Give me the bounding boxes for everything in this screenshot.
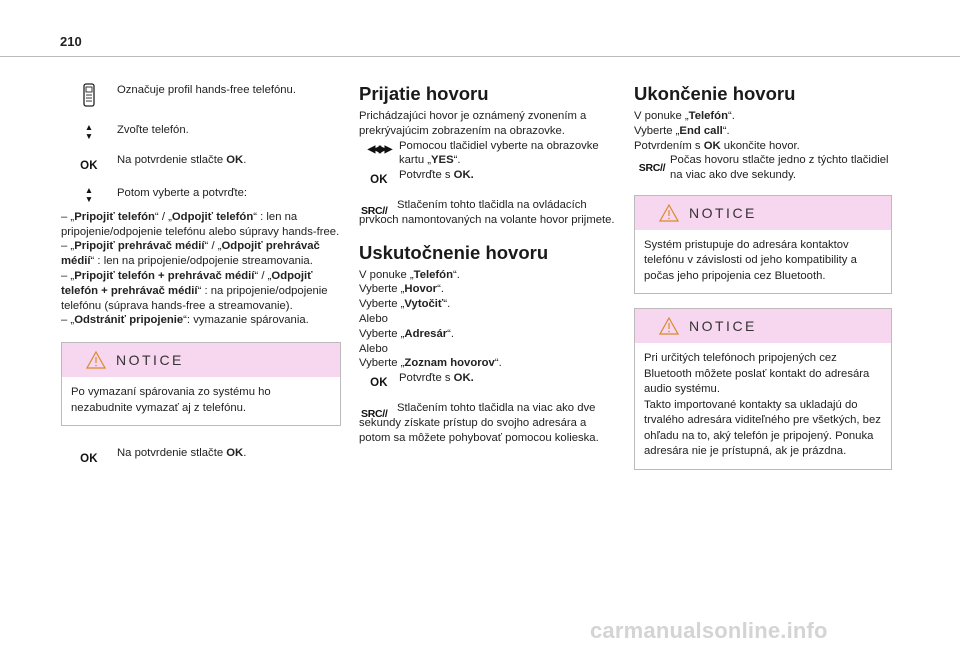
ok-button-icon: OK <box>370 377 388 390</box>
end-call-heading: Ukončenie hovoru <box>634 83 796 104</box>
up-down-arrows-icon: ▲ ▼ <box>84 184 94 204</box>
steering-answer-block <box>359 198 619 228</box>
receive-call-heading: Prijatie hovoru <box>359 83 489 104</box>
select-phone-row <box>61 123 341 141</box>
notice-header <box>62 343 340 377</box>
confirm-yes-row <box>359 168 619 188</box>
notice-body: Pri určitých telefónoch pripojených cez Bluetooth môžete poslať kontakt do adresára audio systému. Takto importované kontakty sa ukladajú do trvalého adresára viditeľného pre všetkých, bez ohľadu na to, aký telefón je pripojený. Ponuka adresára nie je prístupná, ak je prázdna. <box>644 352 881 458</box>
option-connect-phone-media: – „Pripojiť telefón + prehrávač médií“ / „Odpojiť telefón + prehrávač médií“ : na pripojenie/odpojenie telefónu (súprava hands-free a streamovanie). <box>61 269 328 312</box>
select-phone-text: Zvoľte telefón. <box>117 124 189 136</box>
option-connect-media: – „Pripojiť prehrávač médií“ / „Odpojiť prehrávač médií“ : len na pripojenie/odpojenie streamovania. <box>61 240 320 268</box>
up-down-arrows-icon: ▲ ▼ <box>84 122 94 141</box>
select-end-call-line: Vyberte „End call“. <box>634 124 730 137</box>
option-remove-pairing: – „Odstrániť pripojenie“: vymazanie spárovania. <box>61 314 309 327</box>
then-select-text: Potom vyberte a potvrďte: <box>117 186 248 199</box>
notice-title: NOTICE <box>116 351 184 368</box>
or-line-1: Alebo <box>359 312 388 325</box>
select-yes-text: Pomocou tlačidiel vyberte na obrazovke kartu „YES“. <box>399 139 599 167</box>
notice-body: Po vymazaní spárovania zo systému ho nezabudnite vymazať aj z telefónu. <box>71 386 271 414</box>
select-call-log-line: Vyberte „Zoznam hovorov“. <box>359 357 502 370</box>
hold-buttons-row <box>634 153 892 183</box>
watermark: carmanualsonline.info <box>590 618 828 643</box>
steering-src-icon: SRC// <box>361 204 388 217</box>
steering-answer-text: Stlačením tohto tlačidla na ovládacích prvkoch namontovaných na volante hovor prijmete. <box>359 198 615 226</box>
handsfree-profile-row <box>61 83 341 107</box>
select-contacts-line: Vyberte „Adresár“. <box>359 327 455 340</box>
notice-body: Systém pristupuje do adresára kontaktov telefónu v závislosti od jeho kompatibility a počas jeho pripojenia cez Bluetooth. <box>644 238 857 282</box>
then-select-row <box>61 186 341 204</box>
column-1 <box>61 83 341 467</box>
end-menu-phone-line: V ponuke „Telefón“. <box>634 110 735 122</box>
ok-button-icon: OK <box>80 160 98 172</box>
ok-button-icon: OK <box>80 453 98 466</box>
notice-box <box>61 342 341 426</box>
warning-triangle-icon <box>659 317 679 335</box>
confirm-ok-text-2: Na potvrdenie stlačte OK. <box>117 447 247 460</box>
header-divider <box>0 56 960 57</box>
notice-header <box>635 196 891 230</box>
select-yes-row <box>359 139 619 169</box>
handsfree-profile-text: Označuje profil hands-free telefónu. <box>117 84 296 96</box>
confirm-call-text: Potvrďte s OK. <box>399 372 474 385</box>
steering-src-icon: SRC// <box>638 162 666 175</box>
or-line-2: Alebo <box>359 342 388 355</box>
ok-button-icon: OK <box>370 174 388 187</box>
notice-box-2 <box>634 308 892 470</box>
confirm-ok-row-2 <box>61 446 341 467</box>
confirm-ok-text: Na potvrdenie stlačte OK. <box>117 154 247 166</box>
warning-triangle-icon <box>659 204 679 222</box>
column-2 <box>359 83 619 445</box>
notice-title: NOTICE <box>689 204 757 221</box>
notice-header <box>635 309 891 343</box>
notice-box-1 <box>634 195 892 295</box>
steering-src-icon: SRC// <box>361 407 388 420</box>
steering-contacts-text: Stlačením tohto tlačidla na viac ako dve sekundy získate prístup do svojho adresára a potom sa môžete pohybovať pomocou kolieska. <box>359 401 599 444</box>
steering-contacts-block <box>359 401 619 445</box>
confirm-ok-row <box>61 153 341 174</box>
phone-profile-icon <box>61 83 117 107</box>
notice-title: NOTICE <box>689 318 757 335</box>
seek-arrows-icon: ◀◀▶▶ <box>367 143 391 155</box>
make-call-heading: Uskutočnenie hovoru <box>359 241 549 263</box>
confirm-end-call-line: Potvrdením s OK ukončite hovor. <box>634 139 800 152</box>
select-call-line: Vyberte „Hovor“. <box>359 283 444 296</box>
confirm-yes-text: Potvrďte s OK. <box>399 169 474 182</box>
option-connect-phone: – „Pripojiť telefón“ / „Odpojiť telefón“ : len na pripojenie/odpojenie telefónu alebo súpravy hands-free. <box>61 210 340 238</box>
warning-triangle-icon <box>86 351 106 369</box>
receive-call-intro: Prichádzajúci hovor je oznámený zvonením a prekrývajúcim zobrazením na obrazovke. <box>359 110 587 137</box>
column-3 <box>634 83 892 470</box>
hold-buttons-text: Počas hovoru stlačte jedno z týchto tlačidiel na viac ako dve sekundy. <box>670 154 889 182</box>
page-number: 210 <box>60 34 82 49</box>
confirm-call-row <box>359 371 619 391</box>
select-dial-line: Vyberte „Vytočiť“. <box>359 298 451 311</box>
menu-phone-line: V ponuke „Telefón“. <box>359 268 460 281</box>
